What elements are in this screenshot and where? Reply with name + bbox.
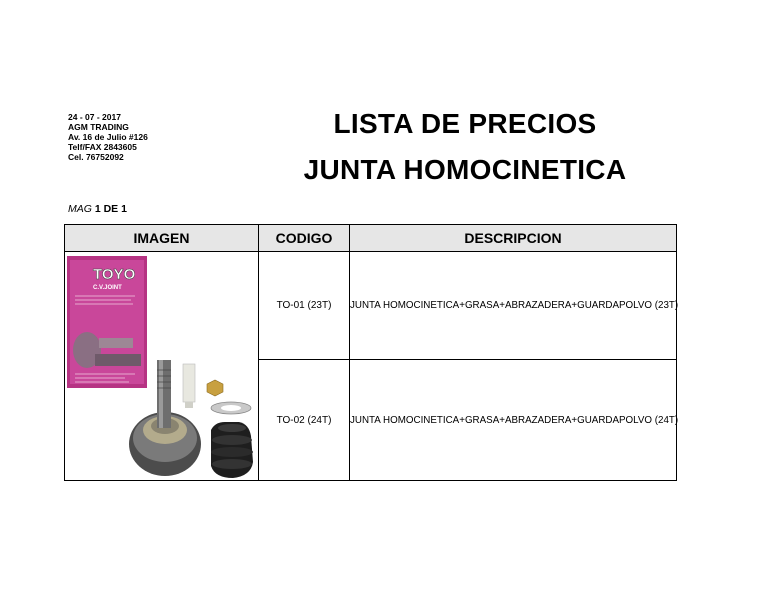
- price-table: [64, 224, 677, 481]
- product-code: TO-01 (23T): [259, 252, 350, 360]
- page-subtitle: JUNTA HOMOCINETICA: [303, 154, 627, 185]
- page-title: LISTA DE PRECIOS: [333, 108, 597, 139]
- cv-joint-product-photo-icon: [65, 252, 259, 480]
- table-header-row: [65, 225, 677, 252]
- product-description: JUNTA HOMOCINETICA+GRASA+ABRAZADERA+GUARDAPOLVO (23T): [350, 252, 677, 360]
- table-row: [65, 252, 677, 360]
- page-count: 1 DE 1: [94, 203, 127, 215]
- company-cell: Cel. 76752092: [68, 152, 124, 162]
- product-image-cell: [65, 252, 259, 481]
- page-number: [68, 203, 127, 215]
- header-description: DESCRIPCION: [350, 225, 677, 252]
- box-brand: TOYO: [93, 266, 136, 283]
- company-address: Av. 16 de Julio #126: [68, 132, 148, 142]
- product-code: TO-02 (24T): [259, 360, 350, 481]
- header-image: IMAGEN: [65, 225, 259, 252]
- company-phone: Telf/FAX 2843605: [68, 142, 137, 152]
- product-description: JUNTA HOMOCINETICA+GRASA+ABRAZADERA+GUARDAPOLVO (24T): [350, 360, 677, 481]
- company-name: AGM TRADING: [68, 122, 129, 132]
- page-prefix: MAG: [68, 203, 92, 215]
- header-code: CODIGO: [259, 225, 350, 252]
- date: 24 - 07 - 2017: [68, 112, 121, 122]
- box-subtitle: C.V.JOINT: [93, 285, 122, 291]
- company-info: [68, 112, 148, 162]
